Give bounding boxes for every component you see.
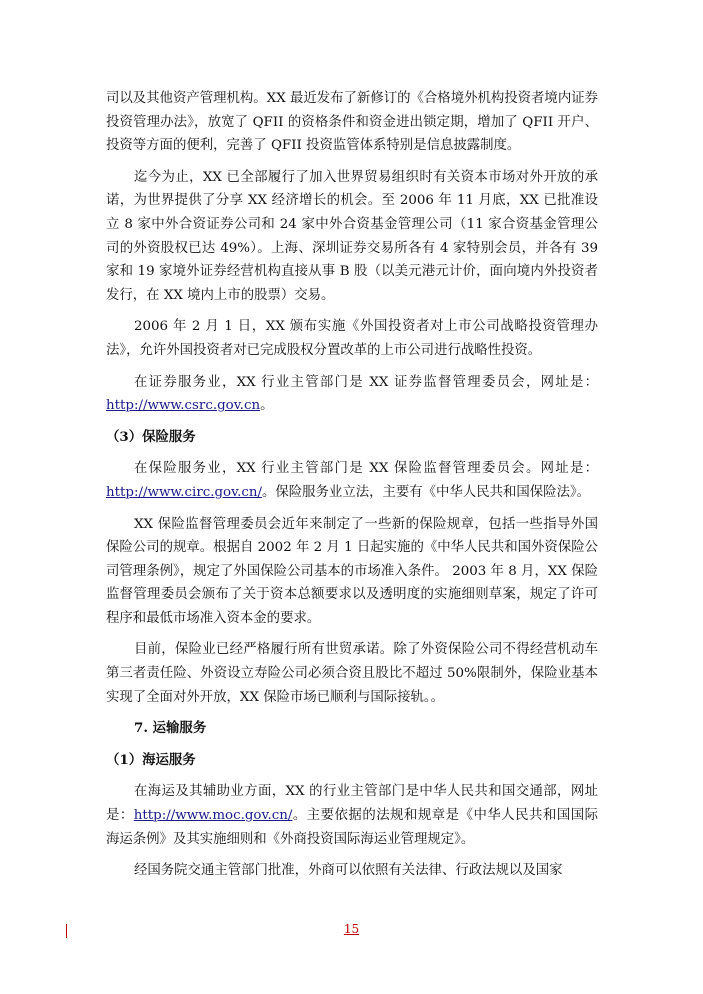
insurance-regulator-tail: 。保险服务业立法，主要有《中华人民共和国保险法》。 xyxy=(261,484,591,500)
heading-transport-services: 7. 运输服务 xyxy=(134,720,207,737)
heading-shipping-services: （1）海运服务 xyxy=(106,751,196,768)
page-number: 15 xyxy=(343,922,360,936)
shipping-regulator-tail: 。主要依据的法规和规章是《中华人民共和国国际海运条例》及其实施细则和《外商投资国际海运业管理规定》。 xyxy=(106,808,599,847)
shipping-regulator-text: 在海运及其辅助业方面，XX 的行业主管部门是中华人民共和国交通部，网址是： xyxy=(106,784,598,824)
insurance-regulator-text: 在保险服务业，XX 行业主管部门是 XX 保险监督管理委员会。网址是： xyxy=(134,461,598,477)
paragraph-insurance-opening: 目前，保险业已经严格履行所有世贸承诺。除了外资保险公司不得经营机动车第三者责任险、外资设立寿险公司必须合资且股比不超过 50%限制外，保险业基本实现了全面对外开放，XX 保险市场已顺利与国际接轨。。 xyxy=(106,642,598,705)
moc-link[interactable]: http://www.moc.gov.cn/ xyxy=(133,808,293,824)
paragraph-shipping-regulator xyxy=(106,780,598,851)
paragraph-insurance-regulator xyxy=(106,457,598,504)
heading-insurance-services: （3）保险服务 xyxy=(106,428,196,445)
csrc-link[interactable]: http://www.csrc.gov.cn xyxy=(106,398,261,414)
paragraph-wto-commitments: 迄今为止，XX 已全部履行了加入世界贸易组织时有关资本市场对外开放的承诺，为世界提供了分享 XX 经济增长的机会。至 2006 年 11 月底，XX 已批准设立 8 家中外合资证券公司和 24 家中外合资基金管理公司（11 家合资基金管理公司的外资股权已达 49%）。上海、深圳证券交易所各有 4 家特别会员，并各有 39 家和 19 家境外证券经营机构直接从事 B 股（以美元港元计价，面向境内外投资者发行，在 XX 境内上市的股票）交易。 xyxy=(106,169,598,303)
paragraph-shipping-approval: 经国务院交通主管部门批准，外商可以依照有关法律、行政法规以及国家 xyxy=(134,863,563,879)
paragraph-insurance-rules: XX 保险监督管理委员会近年来制定了一些新的保险规章，包括一些指导外国保险公司的规章。根据自 2002 年 2 月 1 日起实施的《中华人民共和国外资保险公司管理条例》，规定了外国保险公司基本的市场准入条件。 2003 年 8 月，XX 保险监督管理委员会颁布了关于资本总额要求以及透明度的实施细则草案，规定了许可程序和最低市场准入资本金的要求。 xyxy=(106,516,598,626)
securities-regulator-tail: 。 xyxy=(260,398,274,414)
securities-regulator-text: 在证券服务业，XX 行业主管部门是 XX 证券监督管理委员会，网址是： xyxy=(134,374,598,390)
circ-link[interactable]: http://www.circ.gov.cn/ xyxy=(106,484,262,500)
paragraph-securities-regulator xyxy=(106,371,598,418)
document-body xyxy=(106,87,598,891)
paragraph-qfii: 司以及其他资产管理机构。XX 最近发布了新修订的《合格境外机构投资者境内证券投资管理办法》，放宽了 QFII 的资格条件和资金进出锁定期，增加了 QFII 开户、投资等方面的便利，完善了 QFII 投资监管体系特别是信息披露制度。 xyxy=(106,91,598,154)
paragraph-strategic-investment: 2006 年 2 月 1 日，XX 颁布实施《外国投资者对上市公司战略投资管理办法》，允许外国投资者对已完成股权分置改革的上市公司进行战略性投资。 xyxy=(106,319,598,358)
